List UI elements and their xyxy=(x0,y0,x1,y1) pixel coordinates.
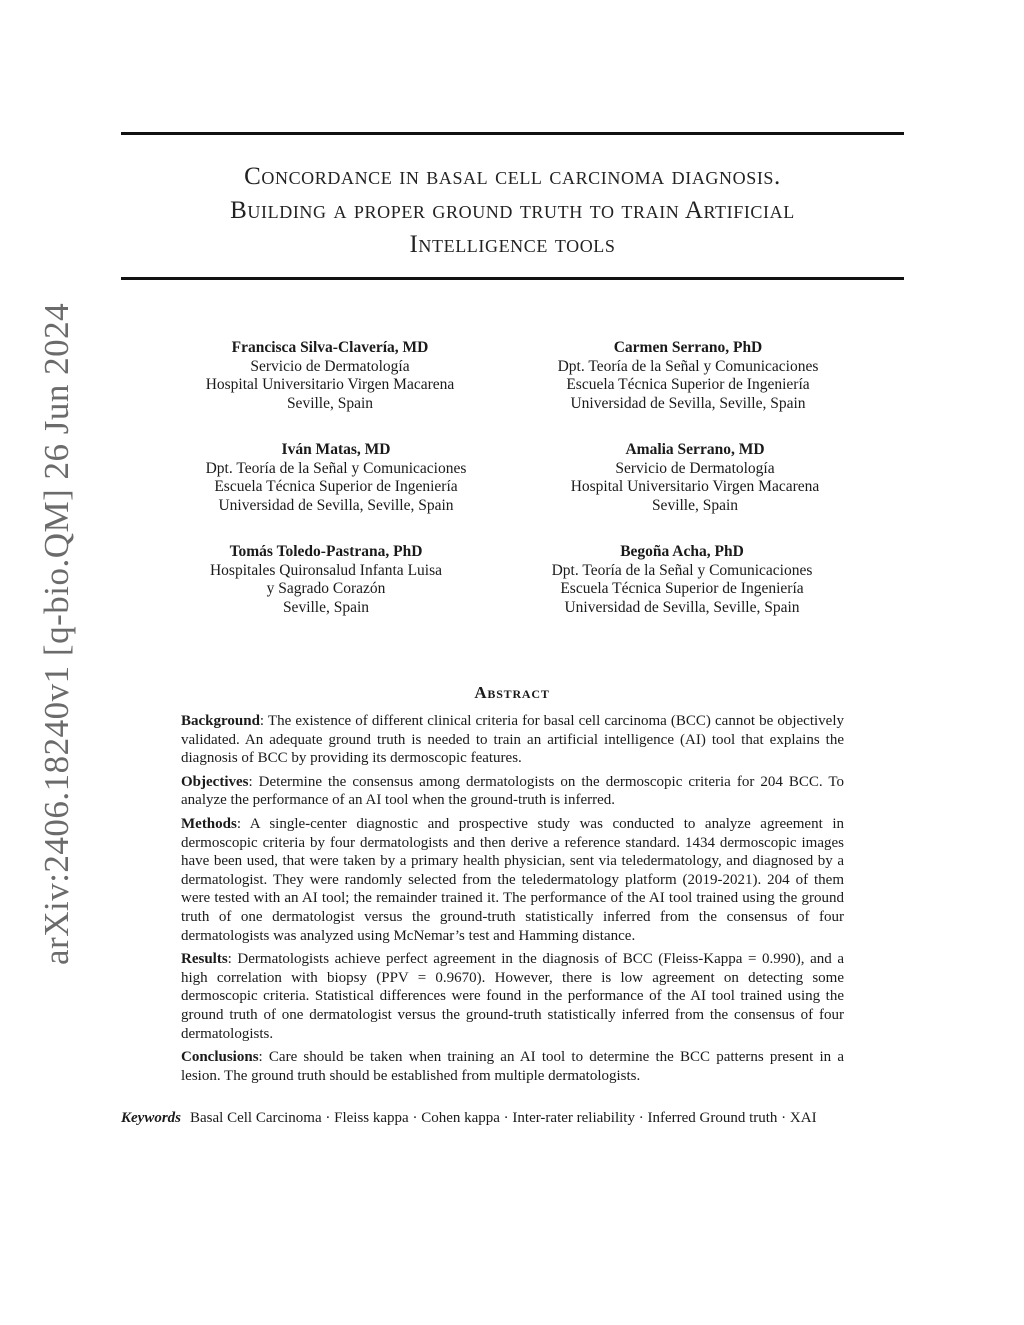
methods-label: Methods xyxy=(181,815,237,832)
affiliation-line: Seville, Spain xyxy=(651,496,739,514)
affiliation-line: Dpt. Teoría de la Señal y Comunicaciones xyxy=(557,357,819,375)
title-line-2: Building a proper ground truth to train Artificial xyxy=(230,197,795,224)
author-name: Francisca Silva-Clavería, MD xyxy=(231,339,429,356)
title-top-rule xyxy=(121,132,904,135)
conclusions-label: Conclusions xyxy=(181,1049,259,1066)
author-block xyxy=(498,339,878,413)
author-name: Carmen Serrano, PhD xyxy=(613,339,763,356)
results-text: : Dermatologists achieve perfect agreement in the diagnosis of BCC (Fleiss-Kappa = 0.990), and a high correlation with biopsy (PPV = 0.9670). However, there is low agreement on detecting some dermoscopic criteria. Statistical differences were found in the performance of the AI tool trained using the ground truth of one dermatologist versus the ground-truth statistically inferred from the consensus of four dermatologists. xyxy=(181,951,844,1042)
affiliation-line: Universidad de Sevilla, Seville, Spain xyxy=(564,598,800,616)
author-name: Iván Matas, MD xyxy=(281,441,391,458)
affiliation-line: Dpt. Teoría de la Señal y Comunicaciones xyxy=(551,561,813,579)
author-block xyxy=(136,543,516,617)
methods-text: : A single-center diagnostic and prospective study was conducted to analyze agreement in dermoscopic criteria by four dermatologists and then derive a reference standard. 1434 dermoscopic images have been used, that were taken by a primary health physician, sent via teledermatology, and diagnosed by a dermatologist. They were randomly selected from the teledermatology platform (2019-2021). 204 of them were tested with an AI tool; the remainder trained it. The performance of the AI tool trained using the ground truth of one dermatologist versus the ground-truth statistically inferred from the consensus of four dermatologists was analyzed using McNemar’s test and Hamming distance. xyxy=(181,815,844,944)
abstract-methods xyxy=(181,815,844,945)
background-label: Background xyxy=(181,713,260,729)
affiliation-line: Servicio de Dermatología xyxy=(615,459,775,477)
affiliation-line: Seville, Spain xyxy=(282,598,370,616)
author-block xyxy=(492,543,872,617)
keywords-text: Basal Cell Carcinoma · Fleiss kappa · Cohen kappa · Inter-rater reliability · Inferred Ground truth · XAI xyxy=(190,1110,817,1126)
objectives-label: Objectives xyxy=(181,773,249,790)
affiliation-line: Universidad de Sevilla, Seville, Spain xyxy=(570,394,806,412)
author-name: Amalia Serrano, MD xyxy=(625,441,765,458)
author-name: Begoña Acha, PhD xyxy=(620,543,744,560)
keywords-line xyxy=(121,1109,911,1128)
affiliation-line: y Sagrado Corazón xyxy=(266,580,386,597)
affiliation-line: Dpt. Teoría de la Señal y Comunicaciones xyxy=(205,459,467,477)
author-block xyxy=(140,339,520,413)
title-line-1: Concordance in basal cell carcinoma diagnosis. xyxy=(244,163,781,190)
keywords-label: Keywords xyxy=(121,1110,181,1126)
affiliation-line: Hospital Universitario Virgen Macarena xyxy=(570,478,820,495)
conclusions-text: : Care should be taken when training an AI tool to determine the BCC patterns present in a lesion. The ground truth should be established from multiple dermatologists. xyxy=(181,1049,844,1084)
affiliation-line: Hospital Universitario Virgen Macarena xyxy=(205,376,455,393)
affiliation-line: Servicio de Dermatología xyxy=(250,357,410,375)
affiliation-line: Escuela Técnica Superior de Ingeniería xyxy=(566,376,810,393)
arxiv-identifier: arXiv:2406.18240v1 [q-bio.QM] 26 Jun 2024 xyxy=(37,302,76,965)
abstract-results xyxy=(181,950,844,1043)
affiliation-line: Universidad de Sevilla, Seville, Spain xyxy=(218,496,454,514)
abstract-objectives xyxy=(181,773,844,810)
affiliation-line: Escuela Técnica Superior de Ingeniería xyxy=(560,580,804,597)
author-block xyxy=(146,441,526,515)
abstract-heading: Abstract xyxy=(474,683,550,702)
abstract-body xyxy=(181,712,844,1090)
affiliation-line: Hospitales Quironsalud Infanta Luisa xyxy=(209,561,442,579)
author-block xyxy=(505,441,885,515)
results-label: Results xyxy=(181,951,228,968)
title-bottom-rule xyxy=(121,277,904,280)
affiliation-line: Escuela Técnica Superior de Ingeniería xyxy=(214,478,458,495)
background-text: : The existence of different clinical criteria for basal cell carcinoma (BCC) cannot be objectively validated. An adequate ground truth is needed to train an artificial intelligence (AI) tool that explains the diagnosis of BCC by providing its dermoscopic features. xyxy=(181,713,844,767)
objectives-text: : Determine the consensus among dermatologists on the dermoscopic criteria for 204 BCC. To analyze the performance of an AI tool when the ground-truth is inferred. xyxy=(181,773,844,809)
author-name: Tomás Toledo-Pastrana, PhD xyxy=(229,543,423,560)
title-line-3: Intelligence tools xyxy=(409,231,616,258)
affiliation-line: Seville, Spain xyxy=(286,394,374,412)
paper-title xyxy=(121,160,904,262)
abstract-background xyxy=(181,712,844,768)
abstract-conclusions xyxy=(181,1048,844,1085)
